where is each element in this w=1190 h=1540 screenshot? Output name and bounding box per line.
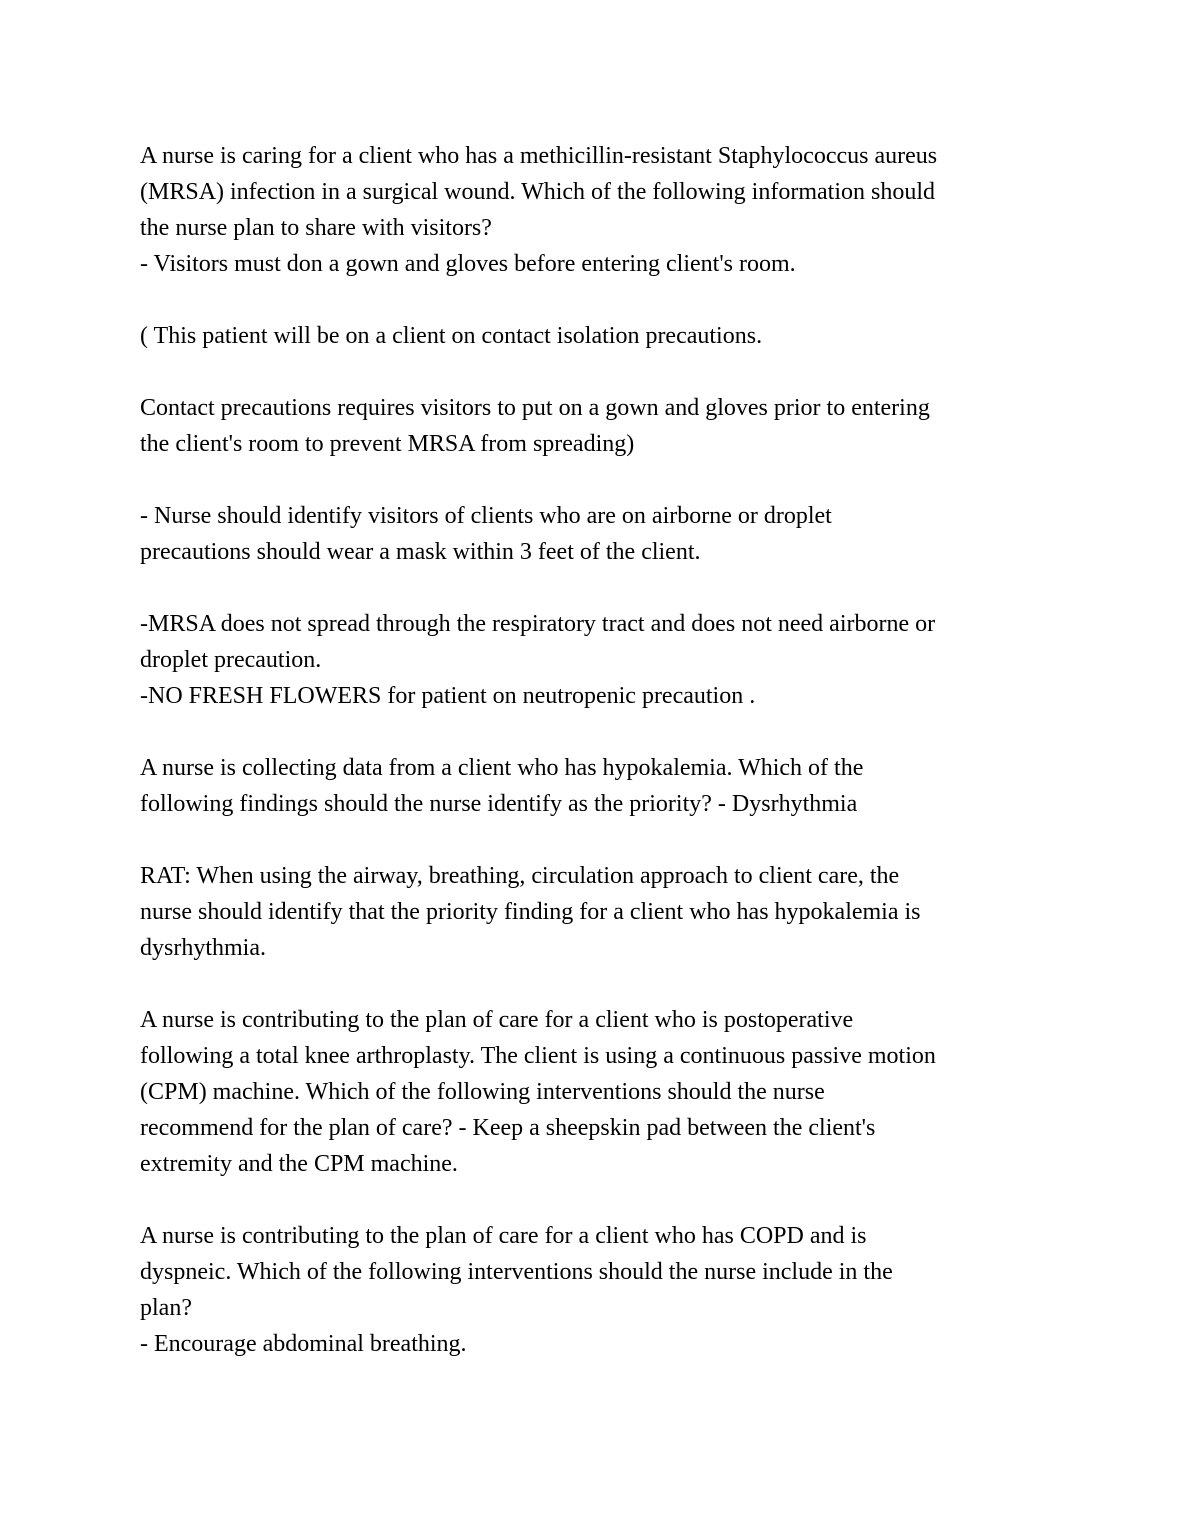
paragraph-gap: [140, 714, 1060, 750]
paragraph-mrsa-spread: [140, 606, 1060, 714]
document-body: [140, 138, 1060, 1362]
text-line: A nurse is contributing to the plan of care for a client who has COPD and is: [140, 1223, 867, 1249]
text-line: - Nurse should identify visitors of clients who are on airborne or droplet: [140, 503, 832, 529]
text-line: RAT: When using the airway, breathing, circulation approach to client care, the: [140, 863, 900, 889]
text-line: (CPM) machine. Which of the following interventions should the nurse: [140, 1079, 825, 1105]
paragraph-airborne-droplet: [140, 498, 1060, 570]
text-line: A nurse is caring for a client who has a methicillin-resistant Staphylococcus aureus: [140, 143, 938, 169]
text-line: the nurse plan to share with visitors?: [140, 215, 492, 241]
paragraph-copd-question: [140, 1218, 1060, 1362]
text-line: -MRSA does not spread through the respiratory tract and does not need airborne or: [140, 611, 936, 637]
paragraph-gap: [140, 1182, 1060, 1218]
text-line: extremity and the CPM machine.: [140, 1151, 458, 1177]
text-line: - Encourage abdominal breathing.: [140, 1331, 467, 1357]
paragraph-hypokalemia-rationale: [140, 858, 1060, 966]
text-line: precautions should wear a mask within 3 feet of the client.: [140, 539, 701, 565]
text-line: following a total knee arthroplasty. The client is using a continuous passive motion: [140, 1043, 936, 1069]
text-line: Contact precautions requires visitors to put on a gown and gloves prior to entering: [140, 395, 930, 421]
text-line: plan?: [140, 1295, 192, 1321]
paragraph-gap: [140, 966, 1060, 1002]
paragraph-cpm-question: [140, 1002, 1060, 1182]
text-line: dysrhythmia.: [140, 935, 266, 961]
text-line: nurse should identify that the priority finding for a client who has hypokalemia is: [140, 899, 921, 925]
text-line: the client's room to prevent MRSA from spreading): [140, 431, 635, 457]
text-line: recommend for the plan of care? - Keep a sheepskin pad between the client's: [140, 1115, 876, 1141]
paragraph-gap: [140, 822, 1060, 858]
paragraph-contact-isolation: [140, 318, 1060, 354]
text-line: - Visitors must don a gown and gloves before entering client's room.: [140, 251, 796, 277]
text-line: dyspneic. Which of the following interventions should the nurse include in the: [140, 1259, 893, 1285]
text-line: -NO FRESH FLOWERS for patient on neutropenic precaution .: [140, 683, 756, 709]
paragraph-gap: [140, 282, 1060, 318]
text-line: droplet precaution.: [140, 647, 322, 673]
paragraph-contact-precautions: [140, 390, 1060, 462]
text-line: (MRSA) infection in a surgical wound. Which of the following information should: [140, 179, 935, 205]
text-line: following findings should the nurse identify as the priority? - Dysrhythmia: [140, 791, 858, 817]
text-line: ( This patient will be on a client on contact isolation precautions.: [140, 323, 763, 349]
text-line: A nurse is contributing to the plan of care for a client who is postoperative: [140, 1007, 854, 1033]
paragraph-gap: [140, 462, 1060, 498]
paragraph-gap: [140, 570, 1060, 606]
paragraph-mrsa-question: [140, 138, 1060, 282]
paragraph-hypokalemia-question: [140, 750, 1060, 822]
paragraph-gap: [140, 354, 1060, 390]
text-line: A nurse is collecting data from a client who has hypokalemia. Which of the: [140, 755, 864, 781]
